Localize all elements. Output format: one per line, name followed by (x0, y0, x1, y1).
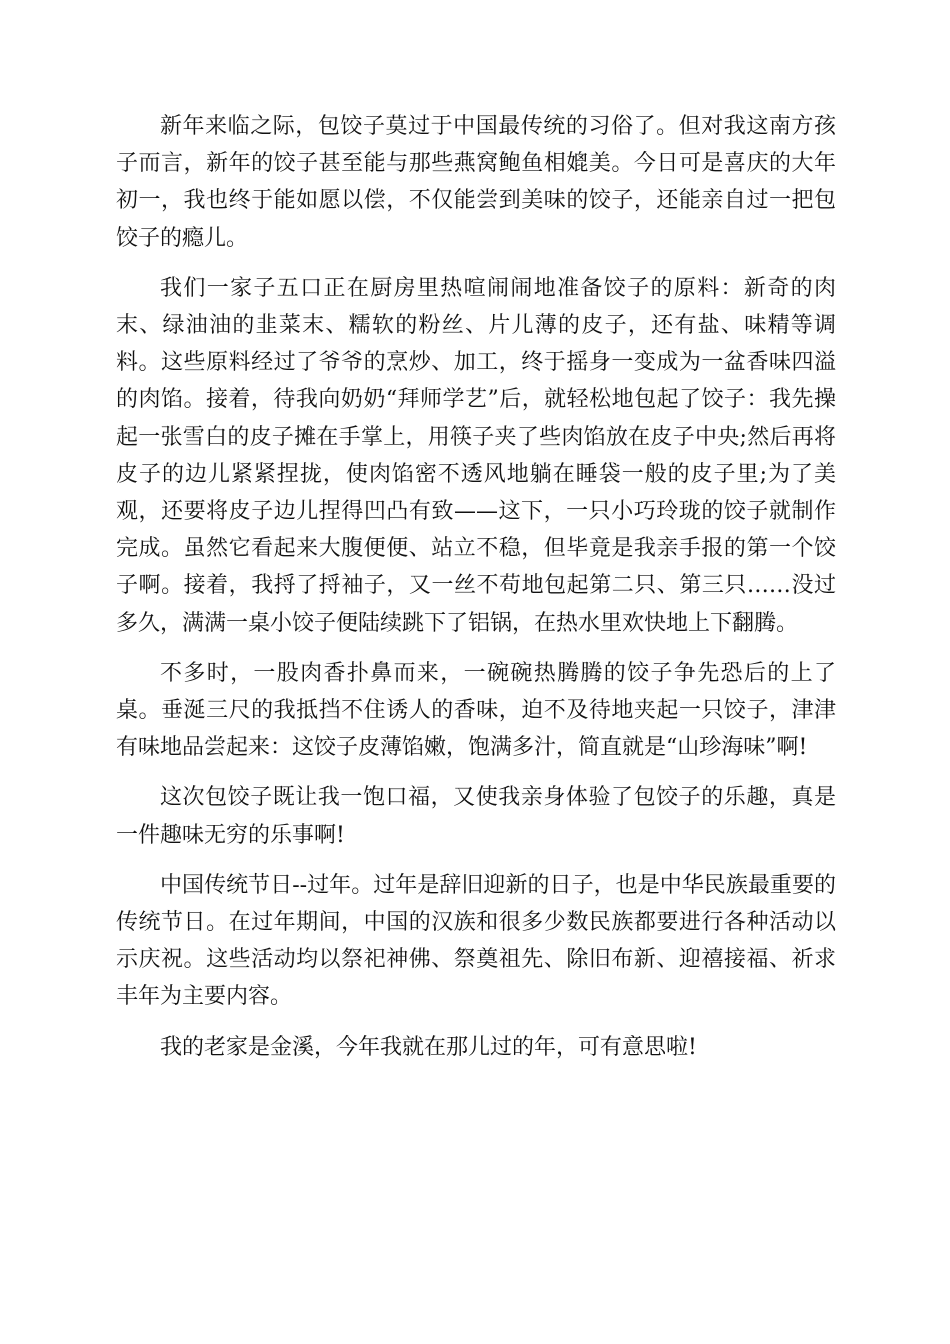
document-body (116, 108, 836, 1079)
paragraph: 不多时，一股肉香扑鼻而来，一碗碗热腾腾的饺子争先恐后的上了桌。垂涎三尺的我抵挡不住诱人的香味，迫不及待地夹起一只饺子，津津有味地品尝起来：这饺子皮薄馅嫩，饱满多汁，简直就是“山珍海味”啊! (116, 660, 836, 761)
paragraph: 中国传统节日--过年。过年是辞旧迎新的日子，也是中华民族最重要的传统节日。在过年期间，中国的汉族和很多少数民族都要进行各种活动以示庆祝。这些活动均以祭祀神佛、祭奠祖先、除旧布新、迎禧接福、祈求丰年为主要内容。 (116, 872, 836, 1010)
paragraph: 新年来临之际，包饺子莫过于中国最传统的习俗了。但对我这南方孩子而言，新年的饺子甚至能与那些燕窝鲍鱼相媲美。今日可是喜庆的大年初一，我也终于能如愿以偿，不仅能尝到美味的饺子，还能亲自过一把包饺子的瘾儿。 (116, 114, 836, 251)
paragraph: 我们一家子五口正在厨房里热喧闹闹地准备饺子的原料：新奇的肉末、绿油油的韭菜末、糯软的粉丝、片儿薄的皮子，还有盐、味精等调料。这些原料经过了爷爷的烹炒、加工，终于摇身一变成为一盆香味四溢的肉馅。接着，待我向奶奶“拜师学艺”后，就轻松地包起了饺子：我先操起一张雪白的皮子摊在手掌上，用筷子夹了些肉馅放在皮子中央;然后再将皮子的边儿紧紧捏拢，使肉馅密不透风地躺在睡袋一般的皮子里;为了美观，还要将皮子边儿捏得凹凸有致——这下，一只小巧玲珑的饺子就制作完成。虽然它看起来大腹便便、站立不稳，但毕竟是我亲手报的第一个饺子啊。接着，我捋了捋袖子，又一丝不苟地包起第二只、第三只……没过多久，满满一桌小饺子便陆续跳下了铝锅，在热水里欢快地上下翻腾。 (116, 275, 836, 636)
paragraph: 这次包饺子既让我一饱口福，又使我亲身体验了包饺子的乐趣，真是一件趣味无穷的乐事啊! (116, 785, 836, 848)
paragraph: 我的老家是金溪，今年我就在那儿过的年，可有意思啦! (160, 1034, 697, 1060)
